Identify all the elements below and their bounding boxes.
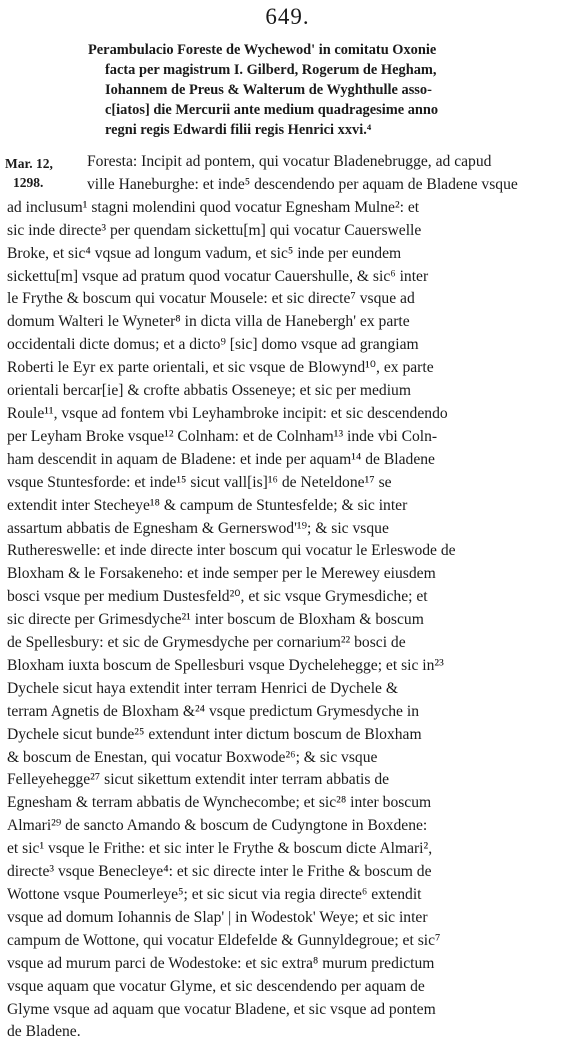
heading-line: facta per magistrum I. Gilberd, Rogerum de Hegham, [105, 62, 437, 78]
body-line: Wottone vsque Poumerleye⁵; et sic sicut via regia directe⁶ extendit [7, 886, 422, 903]
body-line: sickettu[m] vsque ad pratum quod vocatur Cauershulle, & sic⁶ inter [7, 267, 429, 285]
body-line: Felleyehegge²⁷ sicut sikettum extendit inter terram abbatis de [7, 771, 390, 789]
body-line: sic inde directe³ per quendam sickettu[m] qui vocatur Cauerswelle [7, 221, 422, 239]
heading-line: Perambulacio Foreste de Wychewod' in comitatu Oxonie [88, 42, 437, 58]
body-line: Glyme vsque ad aquam que vocatur Bladene, et sic vsque ad pontem [7, 1000, 436, 1018]
body-line: sic directe per Grimesdyche²¹ inter boscum de Bloxham & boscum [7, 611, 424, 629]
body-line: Roule¹¹, vsque ad fontem vbi Leyhambroke incipit: et sic descendendo [7, 404, 448, 422]
body-line: Foresta: Incipit ad pontem, qui vocatur Bladenebrugge, ad capud [87, 153, 492, 170]
body-text [7, 151, 570, 1044]
body-line: Egnesham & terram abbatis de Wynchecombe; et sic²⁸ inter boscum [7, 794, 432, 812]
body-line: domum Walteri le Wyneter⁸ in dicta villa de Hanebergh' ex parte [7, 313, 410, 331]
body-line: orientali bercar[ie] & crofte abbatis Osseneye; et sic per medium [7, 382, 411, 400]
body-line: Bloxham iuxta boscum de Spellesburi vsque Dychelehegge; et sic in²³ [7, 656, 444, 674]
body-line: Almari²⁹ de sancto Amando & boscum de Cudyngtone in Boxdene: [7, 817, 428, 835]
body-line: directe³ vsque Benecleye⁴: et sic directe inter le Frithe & boscum de [7, 863, 432, 881]
body-line: extendit inter Stecheye¹⁸ & campum de Stuntesfelde; & sic inter [7, 496, 408, 514]
margin-date-month: Mar. 12, [5, 156, 53, 171]
heading-line: c[iatos] die Mercurii ante medium quadragesime anno [105, 102, 439, 118]
body-line: assartum abbatis de Egnesham & Gernerswod'¹⁹; & sic vsque [7, 519, 389, 537]
body-line: occidentali dicte domus; et a dicto⁹ [sic] domo vsque ad grangiam [7, 336, 419, 354]
body-line: Ruthereswelle: et inde directe inter boscum qui vocatur le Erleswode de [7, 542, 456, 560]
body-line: de Bladene. [7, 1023, 81, 1041]
body-line: le Frythe & boscum qui vocatur Mousele: et sic directe⁷ vsque ad [7, 290, 415, 308]
body-line: ville Haneburghe: et inde⁵ descendendo per aquam de Bladene vsque [87, 175, 518, 193]
body-line: Dychele sicut haya extendit inter terram Henrici de Dychele & [7, 679, 398, 697]
body-line: Dychele sicut bunde²⁵ extendunt inter dictum boscum de Bloxham [7, 725, 422, 743]
body-line: campum de Wottone, qui vocatur Eldefelde & Gunnyldegroue; et sic⁷ [7, 931, 441, 949]
body-line: terram Agnetis de Bloxham &²⁴ vsque predictum Grymesdyche in [7, 702, 419, 720]
body-line: vsque Stuntesforde: et inde¹⁵ sicut vall[is]¹⁶ de Neteldone¹⁷ se [7, 473, 392, 491]
body-line: Broke, et sic⁴ vqsue ad longum vadum, et sic⁵ inde per eundem [7, 244, 402, 262]
body-line: ad inclusum¹ stagni molendini quod vocatur Egnesham Mulne²: et [7, 198, 420, 216]
heading-line: regni regis Edwardi filii regis Henrici xxvi.⁴ [105, 122, 372, 138]
body-line: et sic¹ vsque le Frithe: et sic inter le Frythe & boscum dicte Almari², [7, 840, 433, 858]
body-line: de Spellesbury: et sic de Grymesdyche per cornarium²² bosci de [7, 634, 406, 652]
body-line: bosci vsque per medium Dustesfeld²⁰, et sic vsque Grymesdiche; et [7, 588, 428, 606]
margin-date-year: 1298. [13, 175, 44, 190]
body-line: ham descendit in aquam de Bladene: et inde per aquam¹⁴ de Bladene [7, 450, 435, 468]
body-line: vsque ad murum parci de Wodestoke: et sic extra⁸ murum predictum [7, 954, 435, 972]
body-line: Bloxham & le Forsakeneho: et inde semper per le Merewey eiusdem [7, 565, 436, 583]
heading-line: Iohannem de Preus & Walterum de Wyghthulle asso- [105, 82, 432, 98]
page-number: 649. [265, 4, 310, 29]
document-heading [88, 40, 566, 140]
body-line: vsque aquam que vocatur Glyme, et sic descendendo per aquam de [7, 977, 425, 995]
body-line: Roberti le Eyr ex parte orientali, et sic vsque de Blowynd¹⁰, ex parte [7, 359, 434, 377]
body-line: vsque ad domum Iohannis de Slap' | in Wodestok' Weye; et sic inter [7, 908, 428, 926]
body-line: & boscum de Enestan, qui vocatur Boxwode²⁶; & sic vsque [7, 748, 378, 766]
body-line: per Leyham Broke vsque¹² Colnham: et de Colnham¹³ inde vbi Coln- [7, 427, 438, 445]
